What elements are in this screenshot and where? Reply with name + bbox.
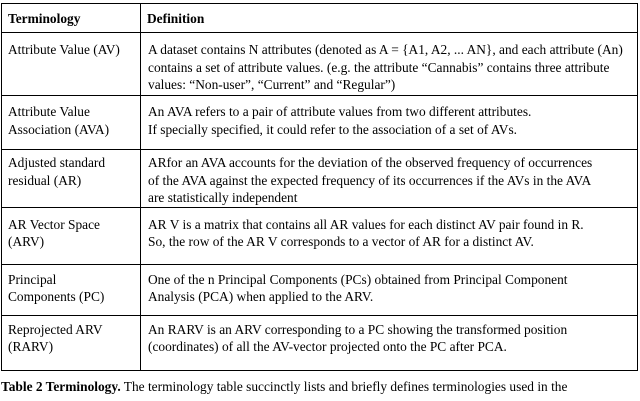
header-definition: Definition [141,4,638,33]
term-line: Reprojected ARV [8,321,103,337]
term-line: (RARV) [8,339,54,354]
table-caption [1,378,637,396]
table-header-row [2,4,638,33]
term-cell [2,207,141,264]
term-line: Components (PC) [8,289,105,304]
table-row [2,150,638,208]
table-row [2,207,638,264]
definition-line: One of the n Principal Components (PCs) obtained from Principal Component [148,271,568,287]
definition-cell [141,264,638,315]
definition-line: ARfor an AVA accounts for the deviation of the observed frequency of occurrences [148,155,593,170]
term-line: AR Vector Space [8,216,100,232]
definition-line: A dataset contains N attributes (denoted as A = {A1, A2, ... AN}, and each attribute (An) [148,42,623,57]
definition-cell [141,150,638,208]
table-row [2,96,638,150]
term-cell [2,96,141,150]
term-line: Attribute Value (AV) [8,42,120,57]
definition-line: (coordinates) of all the AV-vector projected onto the PC after PCA. [148,339,507,354]
caption-label: Table 2 Terminology. [1,379,121,394]
term-line: residual (AR) [8,172,82,188]
table-row [2,33,638,96]
term-cell [2,315,141,370]
terminology-table [1,3,638,371]
term-line: Adjusted standard [8,155,106,170]
definition-cell [141,96,638,150]
definition-line: If specially specified, it could refer to the association of a set of AVs. [148,121,517,137]
definition-cell [141,207,638,264]
term-line: (ARV) [8,234,45,249]
term-cell [2,150,141,208]
header-terminology: Terminology [2,4,141,33]
definition-cell [141,33,638,96]
definition-line: Analysis (PCA) when applied to the ARV. [148,289,374,304]
definition-line: So, the row of the AR V corresponds to a vector of AR for a distinct AV. [148,234,534,249]
terminology-table-container [1,3,637,371]
term-cell [2,33,141,96]
term-line: Principal [8,271,57,287]
definition-line: are statistically independent [148,190,298,205]
term-line: Association (AVA) [8,121,110,137]
term-cell [2,264,141,315]
table-row [2,264,638,315]
definition-cell [141,315,638,370]
term-line: Attribute Value [8,104,90,119]
definition-line: of the AVA against the expected frequency of its occurrences if the AVs in the AVA [148,172,592,188]
table-row [2,315,638,370]
definition-line: contains a set of attribute values. (e.g. the attribute “Cannabis” contains three attribute [148,59,610,75]
definition-line: AR V is a matrix that contains all AR values for each distinct AV pair found in R. [148,216,584,232]
definition-line: An RARV is an ARV corresponding to a PC showing the transformed position [148,321,568,337]
definition-line: An AVA refers to a pair of attribute values from two different attributes. [148,104,532,119]
definition-line: values: “Non-user”, “Current” and “Regular”) [148,77,396,92]
caption-text: The terminology table succinctly lists and briefly defines terminologies used in the [120,379,568,394]
